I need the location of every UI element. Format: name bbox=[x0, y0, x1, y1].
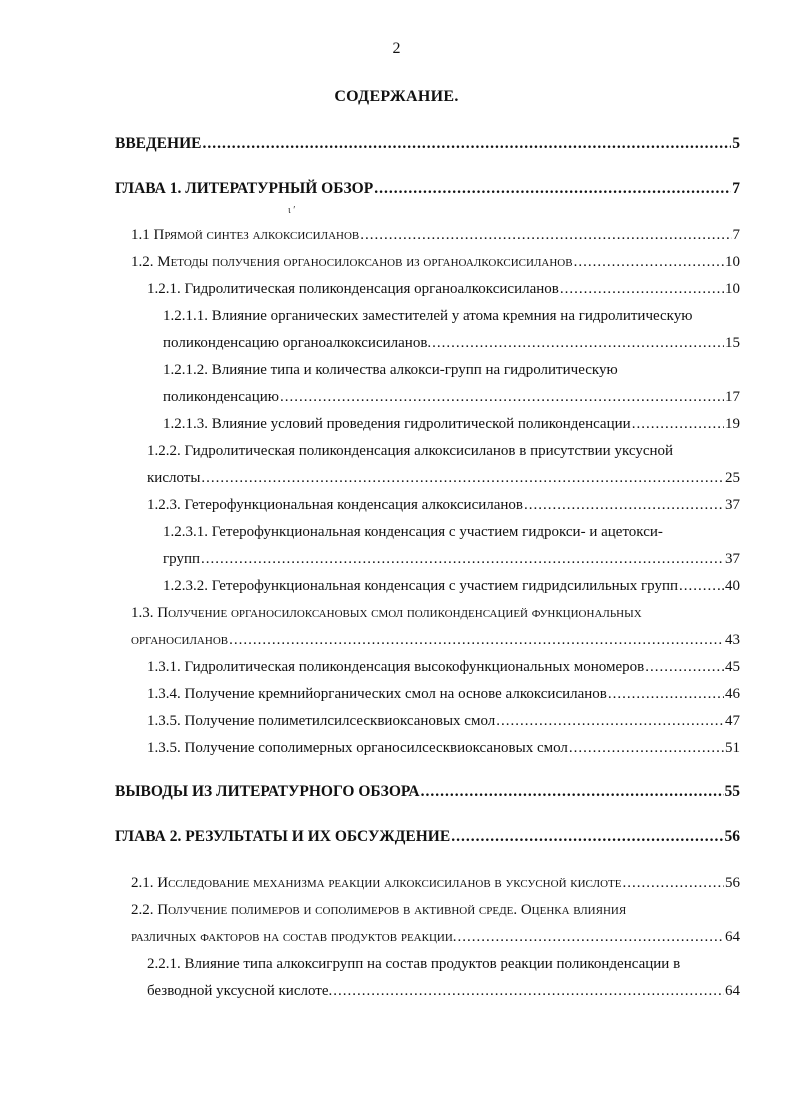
toc-page-number: 37 bbox=[725, 497, 740, 513]
toc-entry-1-2-1-2-line1[interactable]: 1.2.1.2. Влияние типа и количества алкокси-групп на гидролитическую bbox=[163, 362, 618, 378]
toc-leader bbox=[201, 550, 724, 568]
toc-entry-label: различных факторов на состав продуктов реакции. bbox=[131, 929, 457, 945]
toc-leader bbox=[645, 658, 724, 676]
toc-page-number: 45 bbox=[725, 659, 740, 675]
toc-entry-1-3-4[interactable] bbox=[147, 685, 740, 703]
toc-entry-label: 1.2.1.3. Влияние условий проведения гидролитической поликонденсации bbox=[163, 416, 631, 432]
toc-entry-label: ГЛАВА 2. РЕЗУЛЬТАТЫ И ИХ ОБСУЖДЕНИЕ bbox=[115, 828, 451, 845]
toc-entry-1-3-line1[interactable]: 1.3. Получение органосилоксановых смол поликонденсацией функциональных bbox=[131, 605, 642, 621]
toc-entry-label: кислоты bbox=[147, 470, 201, 486]
toc-entry-label: ВЫВОДЫ ИЗ ЛИТЕРАТУРНОГО ОБЗОРА bbox=[115, 783, 420, 800]
page-title: СОДЕРЖАНИЕ. bbox=[334, 88, 459, 105]
toc-leader bbox=[574, 253, 724, 271]
toc-entry-label: поликонденсацию bbox=[163, 389, 279, 405]
toc-entry-1-2[interactable] bbox=[131, 253, 740, 271]
toc-page-number: 64 bbox=[725, 929, 740, 945]
toc-entry-1-2-3-1-line1[interactable]: 1.2.3.1. Гетерофункциональная конденсация с участием гидрокси- и ацетокси- bbox=[163, 524, 663, 540]
toc-entry-label: 1.2.3.2. Гетерофункциональная конденсация с участием гидридсилильных групп bbox=[163, 578, 679, 594]
toc-entry-1-2-2[interactable] bbox=[147, 469, 740, 487]
toc-page-number: 46 bbox=[725, 686, 740, 702]
toc-leader bbox=[201, 469, 724, 487]
toc-entry-label: органосиланов bbox=[131, 632, 229, 648]
toc-entry-1-2-1-2[interactable] bbox=[163, 388, 740, 406]
toc-entry-1-2-1-1-line1[interactable]: 1.2.1.1. Влияние органических заместителей у атома кремния на гидролитическую bbox=[163, 308, 693, 324]
toc-entry-label: 1.2.3. Гетерофункциональная конденсация алкоксисиланов bbox=[147, 497, 524, 513]
toc-page-number: 25 bbox=[725, 470, 740, 486]
toc-entry-1-2-1[interactable] bbox=[147, 280, 740, 298]
toc-leader bbox=[560, 280, 724, 298]
toc-entry-label: 1.3.1. Гидролитическая поликонденсация высокофункциональных мономеров bbox=[147, 659, 645, 675]
scan-mark: ι ′ bbox=[288, 205, 296, 216]
toc-entry-label: ВВЕДЕНИЕ bbox=[115, 135, 202, 152]
toc-page-number: 47 bbox=[725, 713, 740, 729]
toc-entry-label: безводной уксусной кислоте. bbox=[147, 983, 333, 999]
toc-page-number: 7 bbox=[732, 227, 740, 243]
toc-leader bbox=[229, 631, 724, 649]
toc-entry-conclusions[interactable] bbox=[115, 783, 740, 801]
toc-page-number: 51 bbox=[725, 740, 740, 756]
toc-page-number: 15 bbox=[725, 335, 740, 351]
toc-leader bbox=[432, 334, 724, 352]
toc-entry-2-2-1[interactable] bbox=[147, 982, 740, 1000]
toc-leader bbox=[421, 783, 724, 801]
toc-page-number: .40 bbox=[721, 578, 740, 594]
toc-entry-label: 1.2. Методы получения органосилоксанов из органоалкоксисиланов bbox=[131, 254, 573, 270]
toc-entry-2-2[interactable] bbox=[131, 928, 740, 946]
toc-page-number: 56 bbox=[725, 875, 740, 891]
toc-entry-1-2-2-line1[interactable]: 1.2.2. Гидролитическая поликонденсация алкоксисиланов в присутствии уксусной bbox=[147, 443, 674, 459]
toc-page-number: 5 bbox=[732, 135, 740, 152]
toc-entry-2-1[interactable] bbox=[131, 874, 740, 892]
toc-entry-1-2-3-2[interactable] bbox=[163, 577, 740, 595]
toc-entry-1-1[interactable] bbox=[131, 226, 740, 244]
toc-leader bbox=[202, 135, 731, 153]
toc-leader bbox=[524, 496, 724, 514]
page-number: 2 bbox=[392, 40, 401, 57]
toc-page-number: 64 bbox=[725, 983, 740, 999]
toc-leader bbox=[374, 180, 731, 198]
toc-leader bbox=[360, 226, 731, 244]
toc-leader bbox=[608, 685, 724, 703]
toc-page-number: 43 bbox=[725, 632, 740, 648]
toc-page-number: 10 bbox=[725, 254, 740, 270]
toc-entry-1-2-1-1[interactable] bbox=[163, 334, 740, 352]
toc-entry-1-2-3[interactable] bbox=[147, 496, 740, 514]
toc-leader bbox=[622, 874, 724, 892]
toc-entry-1-3[interactable] bbox=[131, 631, 740, 649]
toc-leader bbox=[333, 982, 724, 1000]
toc-entry-label: 1.3.5. Получение полиметилсилсесквиоксановых смол bbox=[147, 713, 496, 729]
toc-entry-label: поликонденсацию органоалкоксисиланов. bbox=[163, 335, 432, 351]
toc-entry-label: 2.1. Исследование механизма реакции алкоксисиланов в уксусной кислоте bbox=[131, 875, 622, 891]
toc-leader bbox=[679, 577, 720, 595]
toc-entry-chapter-2[interactable] bbox=[115, 828, 740, 846]
toc-page-number: 19 bbox=[725, 416, 740, 432]
toc-entry-1-3-5-b[interactable] bbox=[147, 739, 740, 757]
toc-entry-2-2-line1[interactable]: 2.2. Получение полимеров и сополимеров в активной среде. Оценка влияния bbox=[131, 902, 627, 918]
toc-page-number: 7 bbox=[732, 180, 740, 197]
toc-entry-label: 1.3.5. Получение сополимерных органосилсесквиоксановых смол bbox=[147, 740, 568, 756]
toc-entry-chapter-1[interactable] bbox=[115, 180, 740, 198]
toc-entry-label: групп bbox=[163, 551, 201, 567]
toc-page-number: 17 bbox=[725, 389, 740, 405]
toc-entry-1-2-1-3[interactable] bbox=[163, 415, 740, 433]
toc-entry-label: 1.2.1. Гидролитическая поликонденсация органоалкоксисиланов bbox=[147, 281, 559, 297]
toc-page-number: 55 bbox=[724, 783, 740, 800]
toc-entry-label: 1.1 Прямой синтез алкоксисиланов bbox=[131, 227, 360, 243]
toc-entry-1-2-3-1[interactable] bbox=[163, 550, 740, 568]
toc-entry-label: ГЛАВА 1. ЛИТЕРАТУРНЫЙ ОБЗОР bbox=[115, 180, 374, 197]
toc-page-number: 56 bbox=[724, 828, 740, 845]
toc-entry-label: 1.3.4. Получение кремнийорганических смол на основе алкоксисиланов bbox=[147, 686, 607, 702]
toc-entry-intro[interactable] bbox=[115, 135, 740, 153]
toc-leader bbox=[280, 388, 724, 406]
toc-entry-1-3-5-a[interactable] bbox=[147, 712, 740, 730]
toc-leader bbox=[632, 415, 724, 433]
toc-leader bbox=[496, 712, 724, 730]
toc-entry-2-2-1-line1[interactable]: 2.2.1. Влияние типа алкоксигрупп на состав продуктов реакции поликонденсации в bbox=[147, 956, 681, 972]
toc-page-number: 37 bbox=[725, 551, 740, 567]
toc-leader bbox=[569, 739, 724, 757]
toc-page-number: 10 bbox=[725, 281, 740, 297]
toc-leader bbox=[458, 928, 724, 946]
toc-leader bbox=[451, 828, 723, 846]
toc-entry-1-3-1[interactable] bbox=[147, 658, 740, 676]
